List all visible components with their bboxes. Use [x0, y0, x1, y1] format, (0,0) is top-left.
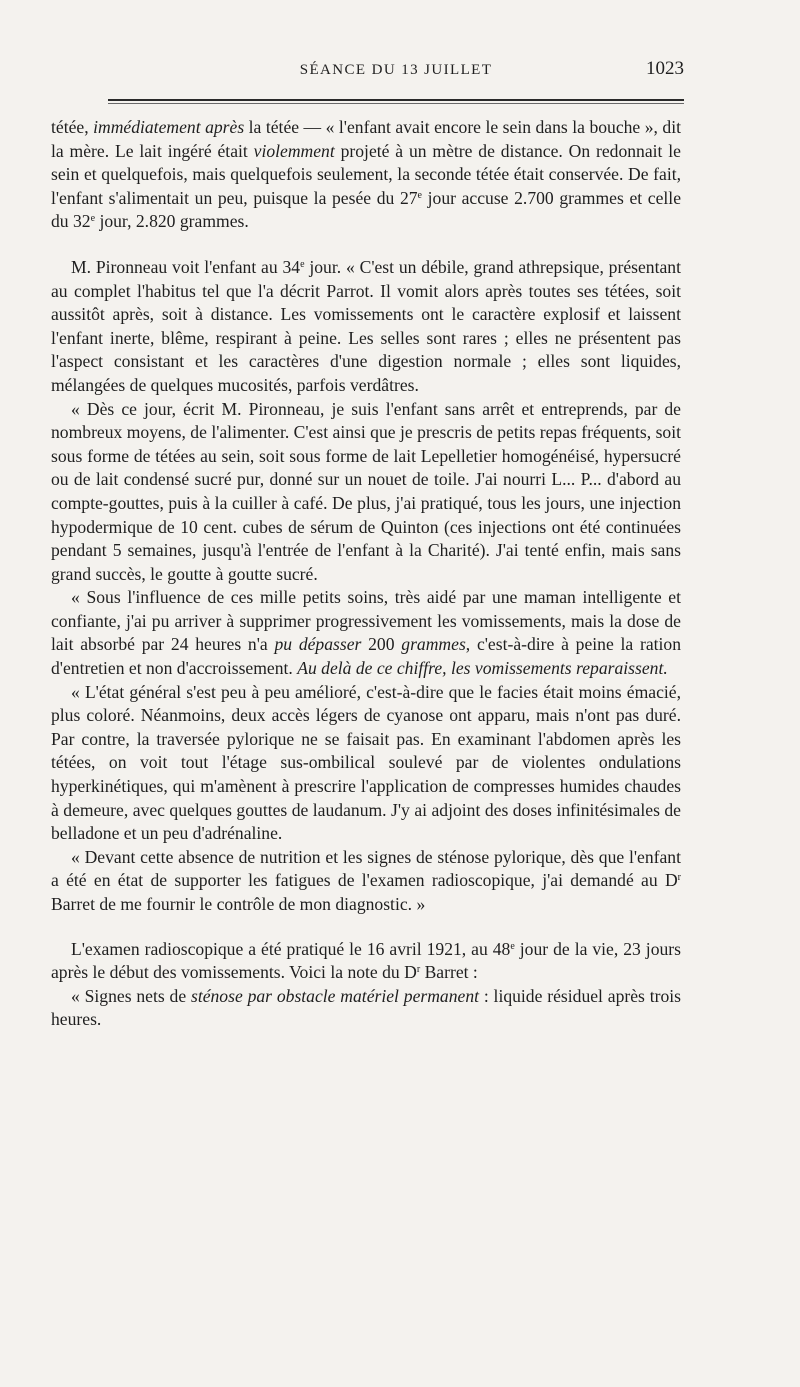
paragraph: [51, 398, 681, 587]
text-run: « Dès ce jour, écrit M. Pironneau, je suis l'enfant sans arrêt et entreprends, par de nombreux moyens, de l'alimenter. C'est ainsi que je prescris de petits repas fréquents, soit sous forme de tétées au sein, soit sous forme de lait Lepelletier homogénéisé, hypersucré ou de lait condensé sucré pur, donné sur un nouet de toile. J'ai nourri L... P... d'abord au compte-gouttes, puis à la cuiller à café. De plus, j'ai pratiqué, tous les jours, une injection hypodermique de 10 cent. cubes de sérum de Quinton (ces injections ont été continuées pendant 5 semaines, jusqu'à l'entrée de l'enfant à la Charité). J'ai tenté enfin, mais sans grand succès, le goutte à goutte sucré.: [51, 398, 681, 584]
text-run: jour de la vie, 23 jours après le début des vomissements. Voici la note du D: [51, 938, 681, 983]
paragraph: [51, 586, 681, 680]
page-header: [108, 58, 684, 88]
header-rule: [108, 99, 684, 101]
superscript: e: [417, 189, 422, 201]
italic-text: Au delà de ce chiffre, les vomissements reparaissent.: [297, 658, 668, 679]
text-run: « L'état général s'est peu à peu amélioré, c'est-à-dire que le facies était moins émacié, plus coloré. Néanmoins, deux accès légers de cyanose ont apparu, mais n'ont pas duré. Par contre, la traversée pylorique ne se faisait pas. En examinant l'abdomen après les tétées, on voit tout l'étage sus-ombilical soulevé par de violentes ondulations hyperkinétiques, qui m'amènent à prescrire l'application de compresses humides chaudes à demeure, avec quelques gouttes de laudanum. J'y ai adjoint des doses infinitésimales de belladone et un peu d'adrénaline.: [51, 681, 681, 844]
superscript: r: [416, 964, 421, 976]
paragraph: [51, 846, 681, 917]
italic-text: sténose par obstacle matériel permanent: [190, 985, 480, 1006]
italic-text: grammes: [401, 634, 466, 655]
paragraph: [51, 116, 681, 234]
italic-text: immédiatement après: [93, 117, 245, 137]
text-run: M. Pironneau voit l'enfant au 34: [71, 256, 301, 277]
text-run: jour, 2.820 grammes.: [95, 211, 249, 232]
text-run: , c'est-à-dire à peine la ration d'entretien et non d'accroissement.: [51, 634, 682, 679]
paragraph: [51, 985, 681, 1032]
italic-text: pu dépasser: [274, 634, 362, 655]
text-run: « Devant cette absence de nutrition et les signes de sténose pylorique, dès que l'enfant a été en état de supporter les fatigues de l'examen radioscopique, j'ai demandé au D: [51, 846, 681, 891]
text-run: jour accuse 2.700 grammes et celle du 32: [51, 187, 682, 232]
paragraph: [51, 256, 681, 398]
body-text: [51, 116, 681, 1032]
text-run: Barret de me fournir le contrôle de mon diagnostic. »: [51, 894, 426, 914]
italic-text: violemment: [253, 140, 335, 161]
text-run: Barret :: [420, 962, 478, 983]
text-run: tétée,: [51, 117, 94, 137]
text-run: « Sous l'influence de ces mille petits soins, très aidé par une maman intelligente et confiante, j'ai pu arriver à supprimer progressivement les vomissements, mais la dose de lait absorbé par 24 heures n'a: [51, 587, 681, 655]
superscript: e: [300, 258, 305, 270]
paragraph: [51, 681, 681, 846]
running-title: SÉANCE DU 13 JUILLET: [299, 62, 493, 78]
superscript: r: [677, 872, 681, 884]
text-run: jour. « C'est un débile, grand athrepsique, présentant au complet l'habitus tel que l'a décrit Parrot. Il vomit alors après toutes ses tétées, soit aussitôt après, soit à distance. Les vomissements ont le caractère explosif et laissent l'enfant inerte, blême, respirant à peine. Les selles sont rares ; elles ne présentent pas l'aspect consistant et les caractères d'une digestion normale ; elles sont liquides, mélangées de quelques mucosités, parfois verdâtres.: [51, 256, 681, 395]
paragraph: [51, 938, 681, 985]
text-run: « Signes nets de: [71, 985, 191, 1006]
page-number: 1023: [646, 58, 684, 79]
text-run: projeté à un mètre de distance. On redonnait le sein et quelquefois, mais quelquefois seulement, la seconde tétée était conservée. De fait, l'enfant s'alimentait un peu, puisque la pesée du 27: [51, 140, 681, 208]
text-run: 200: [361, 634, 402, 655]
text-run: L'examen radioscopique a été pratiqué le 16 avril 1921, au 48: [71, 938, 511, 959]
superscript: e: [510, 940, 515, 952]
text-run: la tétée — « l'enfant avait encore le sein dans la bouche », dit la mère. Le lait ingéré était: [51, 117, 681, 161]
text-run: : liquide résiduel après trois heures.: [51, 985, 681, 1030]
superscript: e: [90, 213, 96, 225]
